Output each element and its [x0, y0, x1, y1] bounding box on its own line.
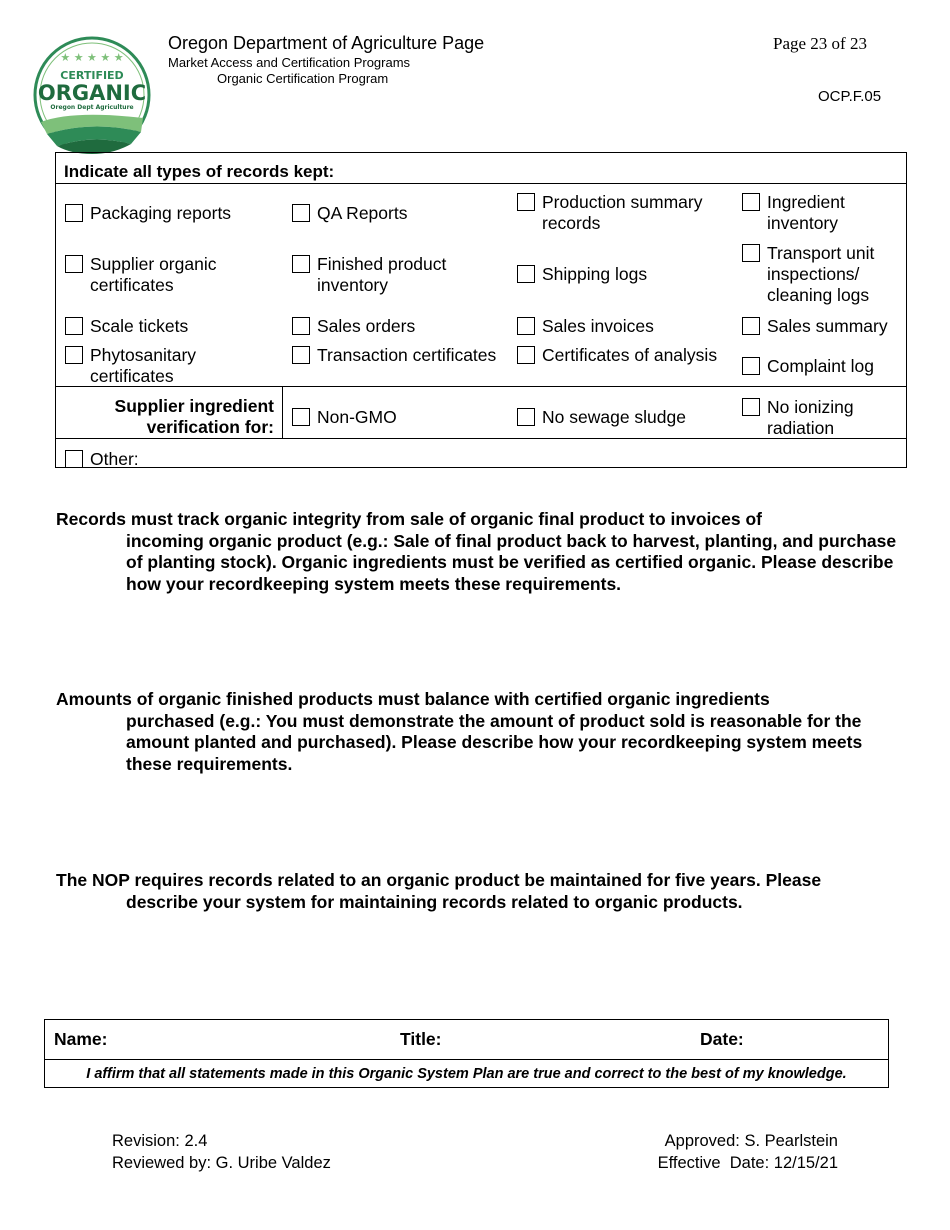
- paragraph-first-line: Amounts of organic finished products must balance with certified organic ingredients: [56, 689, 770, 709]
- revision-label: Revision: 2.4: [112, 1132, 208, 1150]
- label-no-ionizing-radiation: No ionizing radiation: [767, 397, 854, 438]
- form-code: OCP.F.05: [818, 88, 882, 105]
- logo-bottom-text: Oregon Dept Agriculture: [50, 104, 134, 111]
- checkbox-certificates-of-analysis[interactable]: [517, 346, 535, 364]
- checkbox-scale-tickets[interactable]: [65, 317, 83, 335]
- checkbox-sales-invoices[interactable]: [517, 317, 535, 335]
- label-certificates-of-analysis: Certificates of analysis: [542, 345, 718, 365]
- checkbox-sales-orders[interactable]: [292, 317, 310, 335]
- certified-organic-logo: [33, 36, 151, 154]
- paragraph-first-line: The NOP requires records related to an organic product be maintained for five years. Please: [56, 870, 822, 890]
- checkbox-non-gmo[interactable]: [292, 408, 310, 426]
- label-packaging-reports: Packaging reports: [90, 203, 232, 223]
- table-divider: [55, 183, 907, 184]
- supplier-verification-label: Supplier ingredient verification for:: [114, 396, 274, 437]
- label-sales-summary: Sales summary: [767, 316, 888, 336]
- logo-top-text: CERTIFIED: [60, 69, 124, 82]
- label-complaint-log: Complaint log: [767, 356, 874, 376]
- affirmation-statement: I affirm that all statements made in this Organic System Plan are true and correct to the best of my knowledge.: [86, 1066, 847, 1082]
- checkbox-no-ionizing-radiation[interactable]: [742, 398, 760, 416]
- paragraph-continuation: describe your system for maintaining records related to organic products.: [126, 891, 743, 912]
- label-sales-orders: Sales orders: [317, 316, 416, 336]
- label-ingredient-inventory: Ingredient inventory: [767, 192, 845, 233]
- label-qa-reports: QA Reports: [317, 203, 408, 223]
- checkbox-other[interactable]: [65, 450, 83, 468]
- checkbox-sales-summary[interactable]: [742, 317, 760, 335]
- organization-name: Oregon Department of Agriculture Page: [168, 33, 485, 53]
- label-production-summary: Production summary records: [542, 192, 703, 233]
- checkbox-no-sewage-sludge[interactable]: [517, 408, 535, 426]
- paragraph-balance-requirements: [56, 689, 906, 775]
- checkbox-shipping-logs[interactable]: [517, 265, 535, 283]
- label-supplier-organic-certificates: Supplier organic certificates: [90, 254, 217, 295]
- effective-date-label: Effective Date: 12/15/21: [657, 1154, 838, 1172]
- checkbox-phytosanitary-certificates[interactable]: [65, 346, 83, 364]
- records-heading: Indicate all types of records kept:: [64, 162, 335, 181]
- label-phytosanitary-certificates: Phytosanitary certificates: [90, 345, 197, 386]
- checkbox-ingredient-inventory[interactable]: [742, 193, 760, 211]
- approved-by-label: Approved: S. Pearlstein: [664, 1132, 838, 1150]
- name-label: Name:: [54, 1029, 108, 1049]
- paragraph-organic-integrity: [56, 509, 906, 595]
- paragraph-record-retention: [56, 870, 906, 913]
- table-divider: [282, 386, 283, 438]
- checkbox-production-summary[interactable]: [517, 193, 535, 211]
- checkbox-complaint-log[interactable]: [742, 357, 760, 375]
- checkbox-qa-reports[interactable]: [292, 204, 310, 222]
- label-scale-tickets: Scale tickets: [90, 316, 189, 336]
- label-no-sewage-sludge: No sewage sludge: [542, 407, 686, 427]
- logo-main-text: ORGANIC: [37, 81, 147, 105]
- label-transaction-certificates: Transaction certificates: [317, 345, 497, 365]
- paragraph-first-line: Records must track organic integrity from sale of organic final product to invoices of: [56, 509, 762, 529]
- svg-text:★ ★ ★ ★ ★: ★ ★ ★ ★ ★: [60, 51, 124, 64]
- paragraph-continuation: incoming organic product (e.g.: Sale of final product back to harvest, planting, and purchase of planting stock). Organic ingredients must be verified as certified organic. Please describe how your recordkeeping system meets these requirements.: [126, 530, 897, 594]
- checkbox-finished-product-inventory[interactable]: [292, 255, 310, 273]
- program-name: Market Access and Certification Programs: [168, 55, 411, 70]
- signature-divider: [44, 1059, 889, 1060]
- title-label: Title:: [400, 1029, 442, 1049]
- checkbox-supplier-organic-certificates[interactable]: [65, 255, 83, 273]
- label-sales-invoices: Sales invoices: [542, 316, 654, 336]
- label-shipping-logs: Shipping logs: [542, 264, 648, 284]
- checkbox-packaging-reports[interactable]: [65, 204, 83, 222]
- paragraph-continuation: purchased (e.g.: You must demonstrate the amount of product sold is reasonable for the amount planted and purchased). Please describe how your recordkeeping system meets these requirements.: [126, 710, 863, 774]
- label-finished-product-inventory: Finished product inventory: [317, 254, 447, 295]
- label-transport-unit-inspections: Transport unit inspections/ cleaning logs: [767, 243, 875, 305]
- checkbox-transport-unit-inspections[interactable]: [742, 244, 760, 262]
- label-non-gmo: Non-GMO: [317, 407, 397, 427]
- date-label: Date:: [700, 1029, 744, 1049]
- subprogram-name: Organic Certification Program: [217, 71, 389, 86]
- label-other: Other:: [90, 449, 139, 469]
- reviewed-by-label: Reviewed by: G. Uribe Valdez: [112, 1154, 331, 1172]
- page-number: Page 23 of 23: [773, 34, 867, 53]
- checkbox-transaction-certificates[interactable]: [292, 346, 310, 364]
